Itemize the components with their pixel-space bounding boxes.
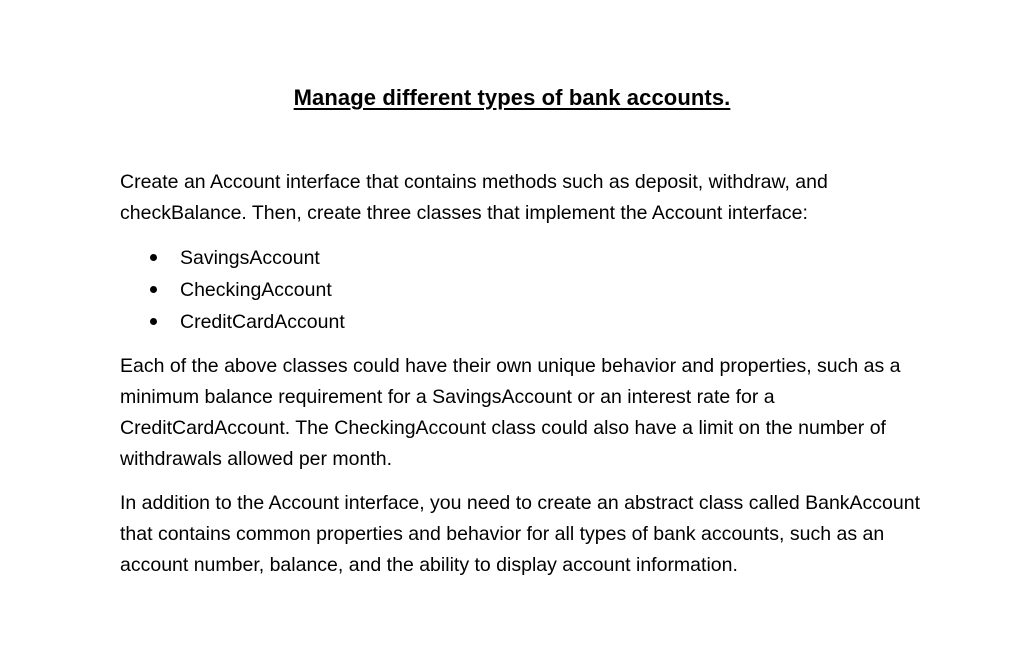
class-list xyxy=(120,242,920,338)
list-item-text: SavingsAccount xyxy=(180,247,320,269)
list-item xyxy=(120,242,920,274)
document-title: Manage different types of bank accounts. xyxy=(293,85,731,110)
intro-paragraph: Create an Account interface that contains methods such as deposit, withdraw, and checkBalance. Then, create three classes that implement the Account interface: xyxy=(120,171,828,224)
list-item xyxy=(120,274,920,306)
list-item-text: CreditCardAccount xyxy=(180,311,345,333)
bullet-icon xyxy=(150,318,157,325)
document-body xyxy=(120,167,920,581)
abstract-class-paragraph: In addition to the Account interface, you need to create an abstract class called BankAccount that contains common properties and behavior for all types of bank accounts, such as an account number, balance, and the ability to display account information. xyxy=(120,492,920,576)
bullet-icon xyxy=(150,286,157,293)
list-item-text: CheckingAccount xyxy=(180,279,332,301)
list-item xyxy=(120,306,920,338)
behavior-paragraph: Each of the above classes could have their own unique behavior and properties, such as a minimum balance requirement for a SavingsAccount or an interest rate for a CreditCardAccount. The CheckingAccount class could also have a limit on the number of withdrawals allowed per month. xyxy=(120,355,901,470)
bullet-icon xyxy=(150,254,157,261)
